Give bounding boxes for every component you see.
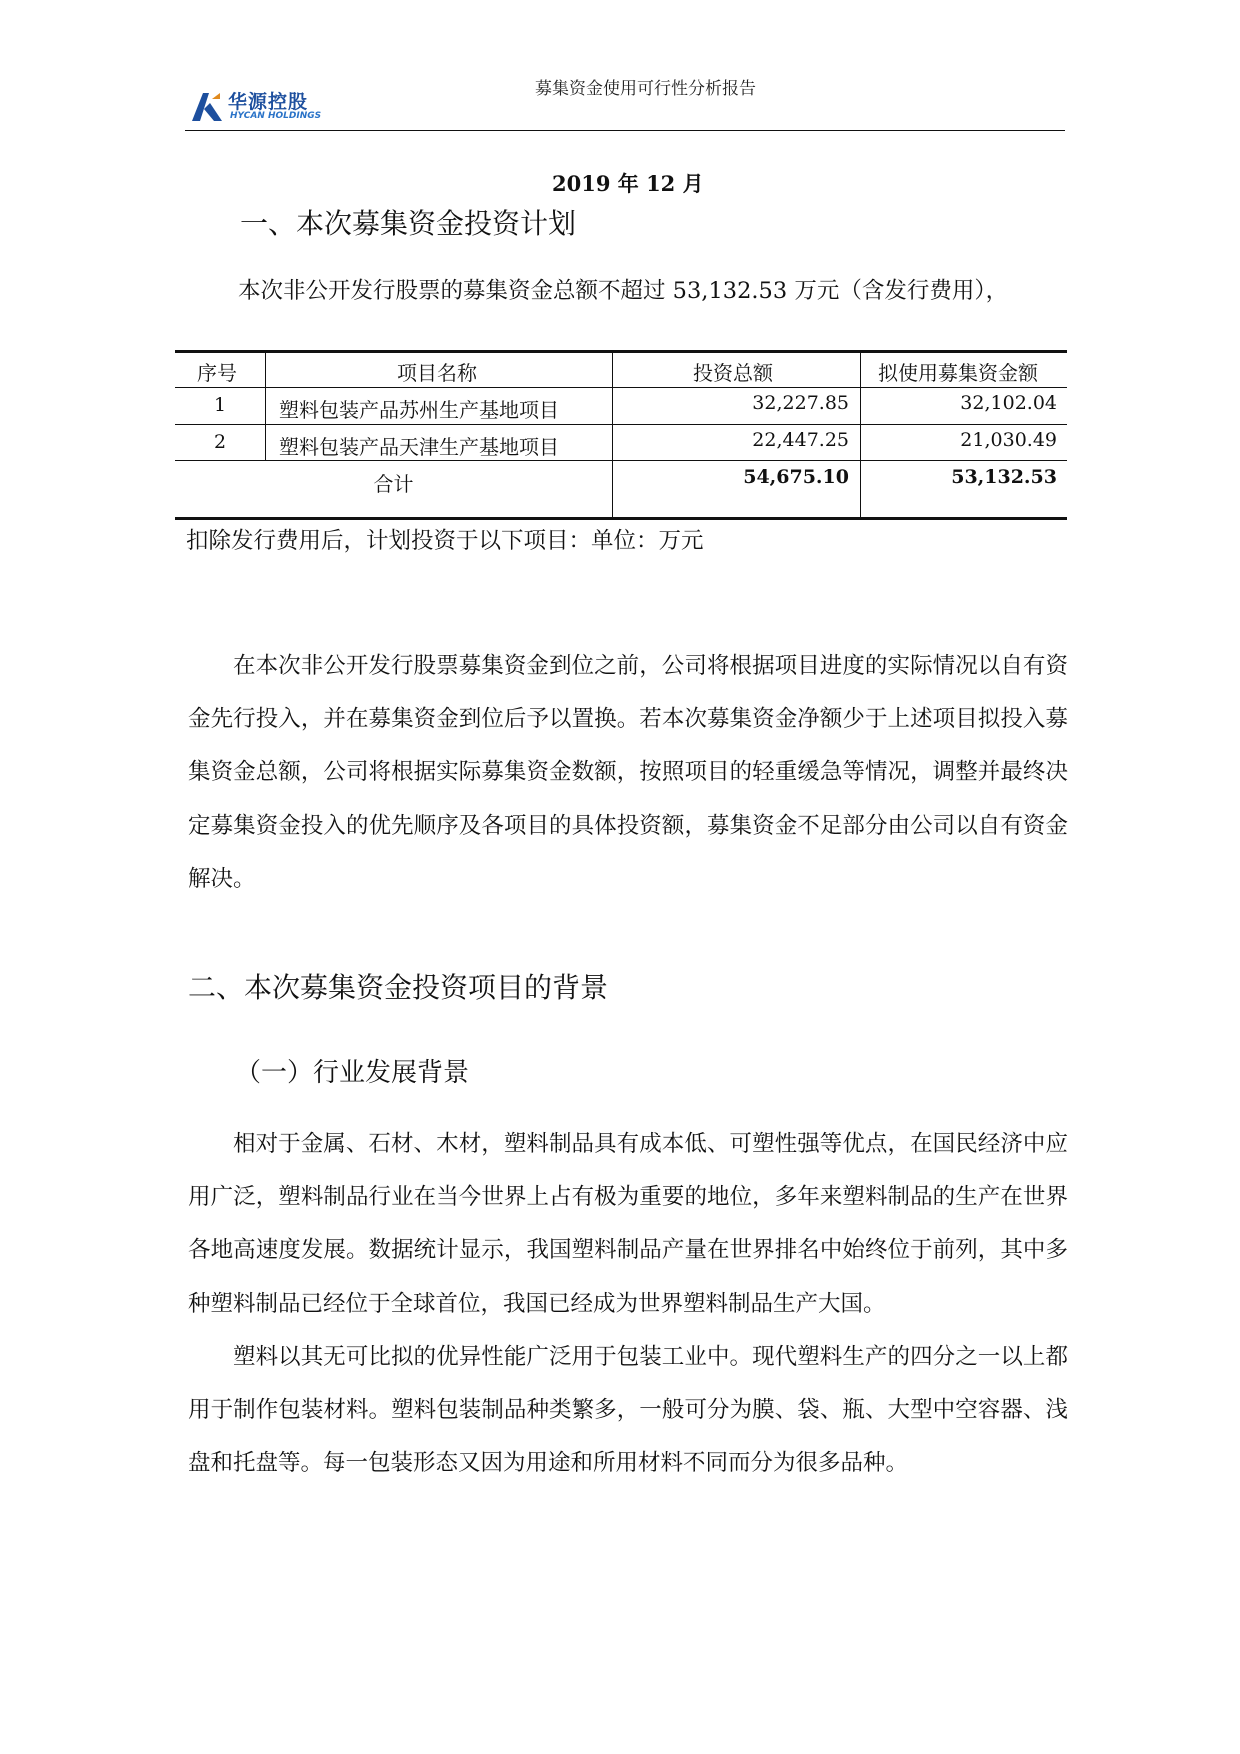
total-label: 合计 bbox=[373, 472, 414, 496]
report-date: 2019 年 12 月 bbox=[552, 171, 704, 196]
total-investment: 54,675.10 bbox=[743, 466, 849, 488]
hycan-logo-icon bbox=[190, 89, 224, 123]
logo-chinese-name: 华源控股 bbox=[228, 91, 309, 113]
header-no: 序号 bbox=[197, 361, 237, 385]
row-2-total: 22,447.25 bbox=[752, 429, 849, 451]
report-title: 募集资金使用可行性分析报告 bbox=[535, 79, 756, 99]
intro-text-before: 本次非公开发行股票的募集资金总额不超过 bbox=[238, 278, 673, 304]
table-col-rule bbox=[265, 350, 266, 460]
row-1-no: 1 bbox=[213, 394, 227, 416]
table-note: 扣除发行费用后，计划投资于以下项目：单位：万元 bbox=[186, 528, 704, 554]
row-1-name: 塑料包装产品苏州生产基地项目 bbox=[279, 398, 559, 422]
row-2-name: 塑料包装产品天津生产基地项目 bbox=[279, 435, 559, 459]
header-divider bbox=[185, 130, 1065, 131]
row-1-raise: 32,102.04 bbox=[960, 392, 1057, 414]
table-row-rule bbox=[175, 460, 1067, 461]
row-2-no: 2 bbox=[213, 431, 227, 453]
row-1-total: 32,227.85 bbox=[752, 392, 849, 414]
investment-table bbox=[175, 350, 1067, 520]
section-2-heading: 二、本次募集资金投资项目的背景 bbox=[188, 971, 609, 1004]
total-raise: 53,132.53 bbox=[951, 466, 1057, 488]
industry-paragraph-2: 塑料以其无可比拟的优异性能广泛用于包装工业中。现代塑料生产的四分之一以上都用于制作包装材料。塑料包装制品种类繁多，一般可分为膜、袋、瓶、大型中空容器、浅盘和托盘等。每一包装形态又因为用途和所用材料不同而分为很多品种。 bbox=[188, 1343, 1068, 1477]
intro-amount: 53,132.53 bbox=[672, 278, 788, 304]
table-header-rule bbox=[175, 387, 1067, 388]
funding-paragraph-text: 在本次非公开发行股票募集资金到位之前，公司将根据项目进度的实际情况以自有资金先行投入，并在募集资金到位后予以置换。若本次募集资金净额少于上述项目拟投入募集资金总额，公司将根据实际募集资金数额，按照项目的轻重缓急等情况，调整并最终决定募集资金投入的优先顺序及各项目的具体投资额，募集资金不足部分由公司以自有资金解决。 bbox=[188, 653, 1068, 892]
row-2-raise: 21,030.49 bbox=[960, 429, 1057, 451]
section-1-heading: 一、本次募集资金投资计划 bbox=[240, 207, 577, 240]
header-raise-amount: 拟使用募集资金额 bbox=[878, 361, 1038, 385]
intro-text-after: 万元（含发行费用）， bbox=[787, 278, 1009, 304]
company-logo bbox=[190, 87, 320, 127]
table-top-rule bbox=[175, 350, 1067, 353]
subsection-1-heading: （一）行业发展背景 bbox=[235, 1058, 470, 1088]
funding-paragraph bbox=[188, 640, 1068, 906]
table-row-rule bbox=[175, 424, 1067, 425]
industry-paragraph-1: 相对于金属、石材、木材，塑料制品具有成本低、可塑性强等优点，在国民经济中应用广泛，塑料制品行业在当今世界上占有极为重要的地位，多年来塑料制品的生产在世界各地高速度发展。数据统计显示，我国塑料制品产量在世界排名中始终位于前列，其中多种塑料制品已经位于全球首位，我国已经成为世界塑料制品生产大国。 bbox=[188, 1131, 1068, 1317]
header-project-name: 项目名称 bbox=[397, 361, 477, 385]
header-total-investment: 投资总额 bbox=[693, 361, 773, 385]
table-bottom-rule bbox=[175, 517, 1067, 520]
logo-english-name: HYCAN HOLDINGS bbox=[230, 111, 322, 121]
section-1-intro bbox=[238, 273, 1008, 305]
industry-background-body bbox=[188, 1118, 1068, 1490]
